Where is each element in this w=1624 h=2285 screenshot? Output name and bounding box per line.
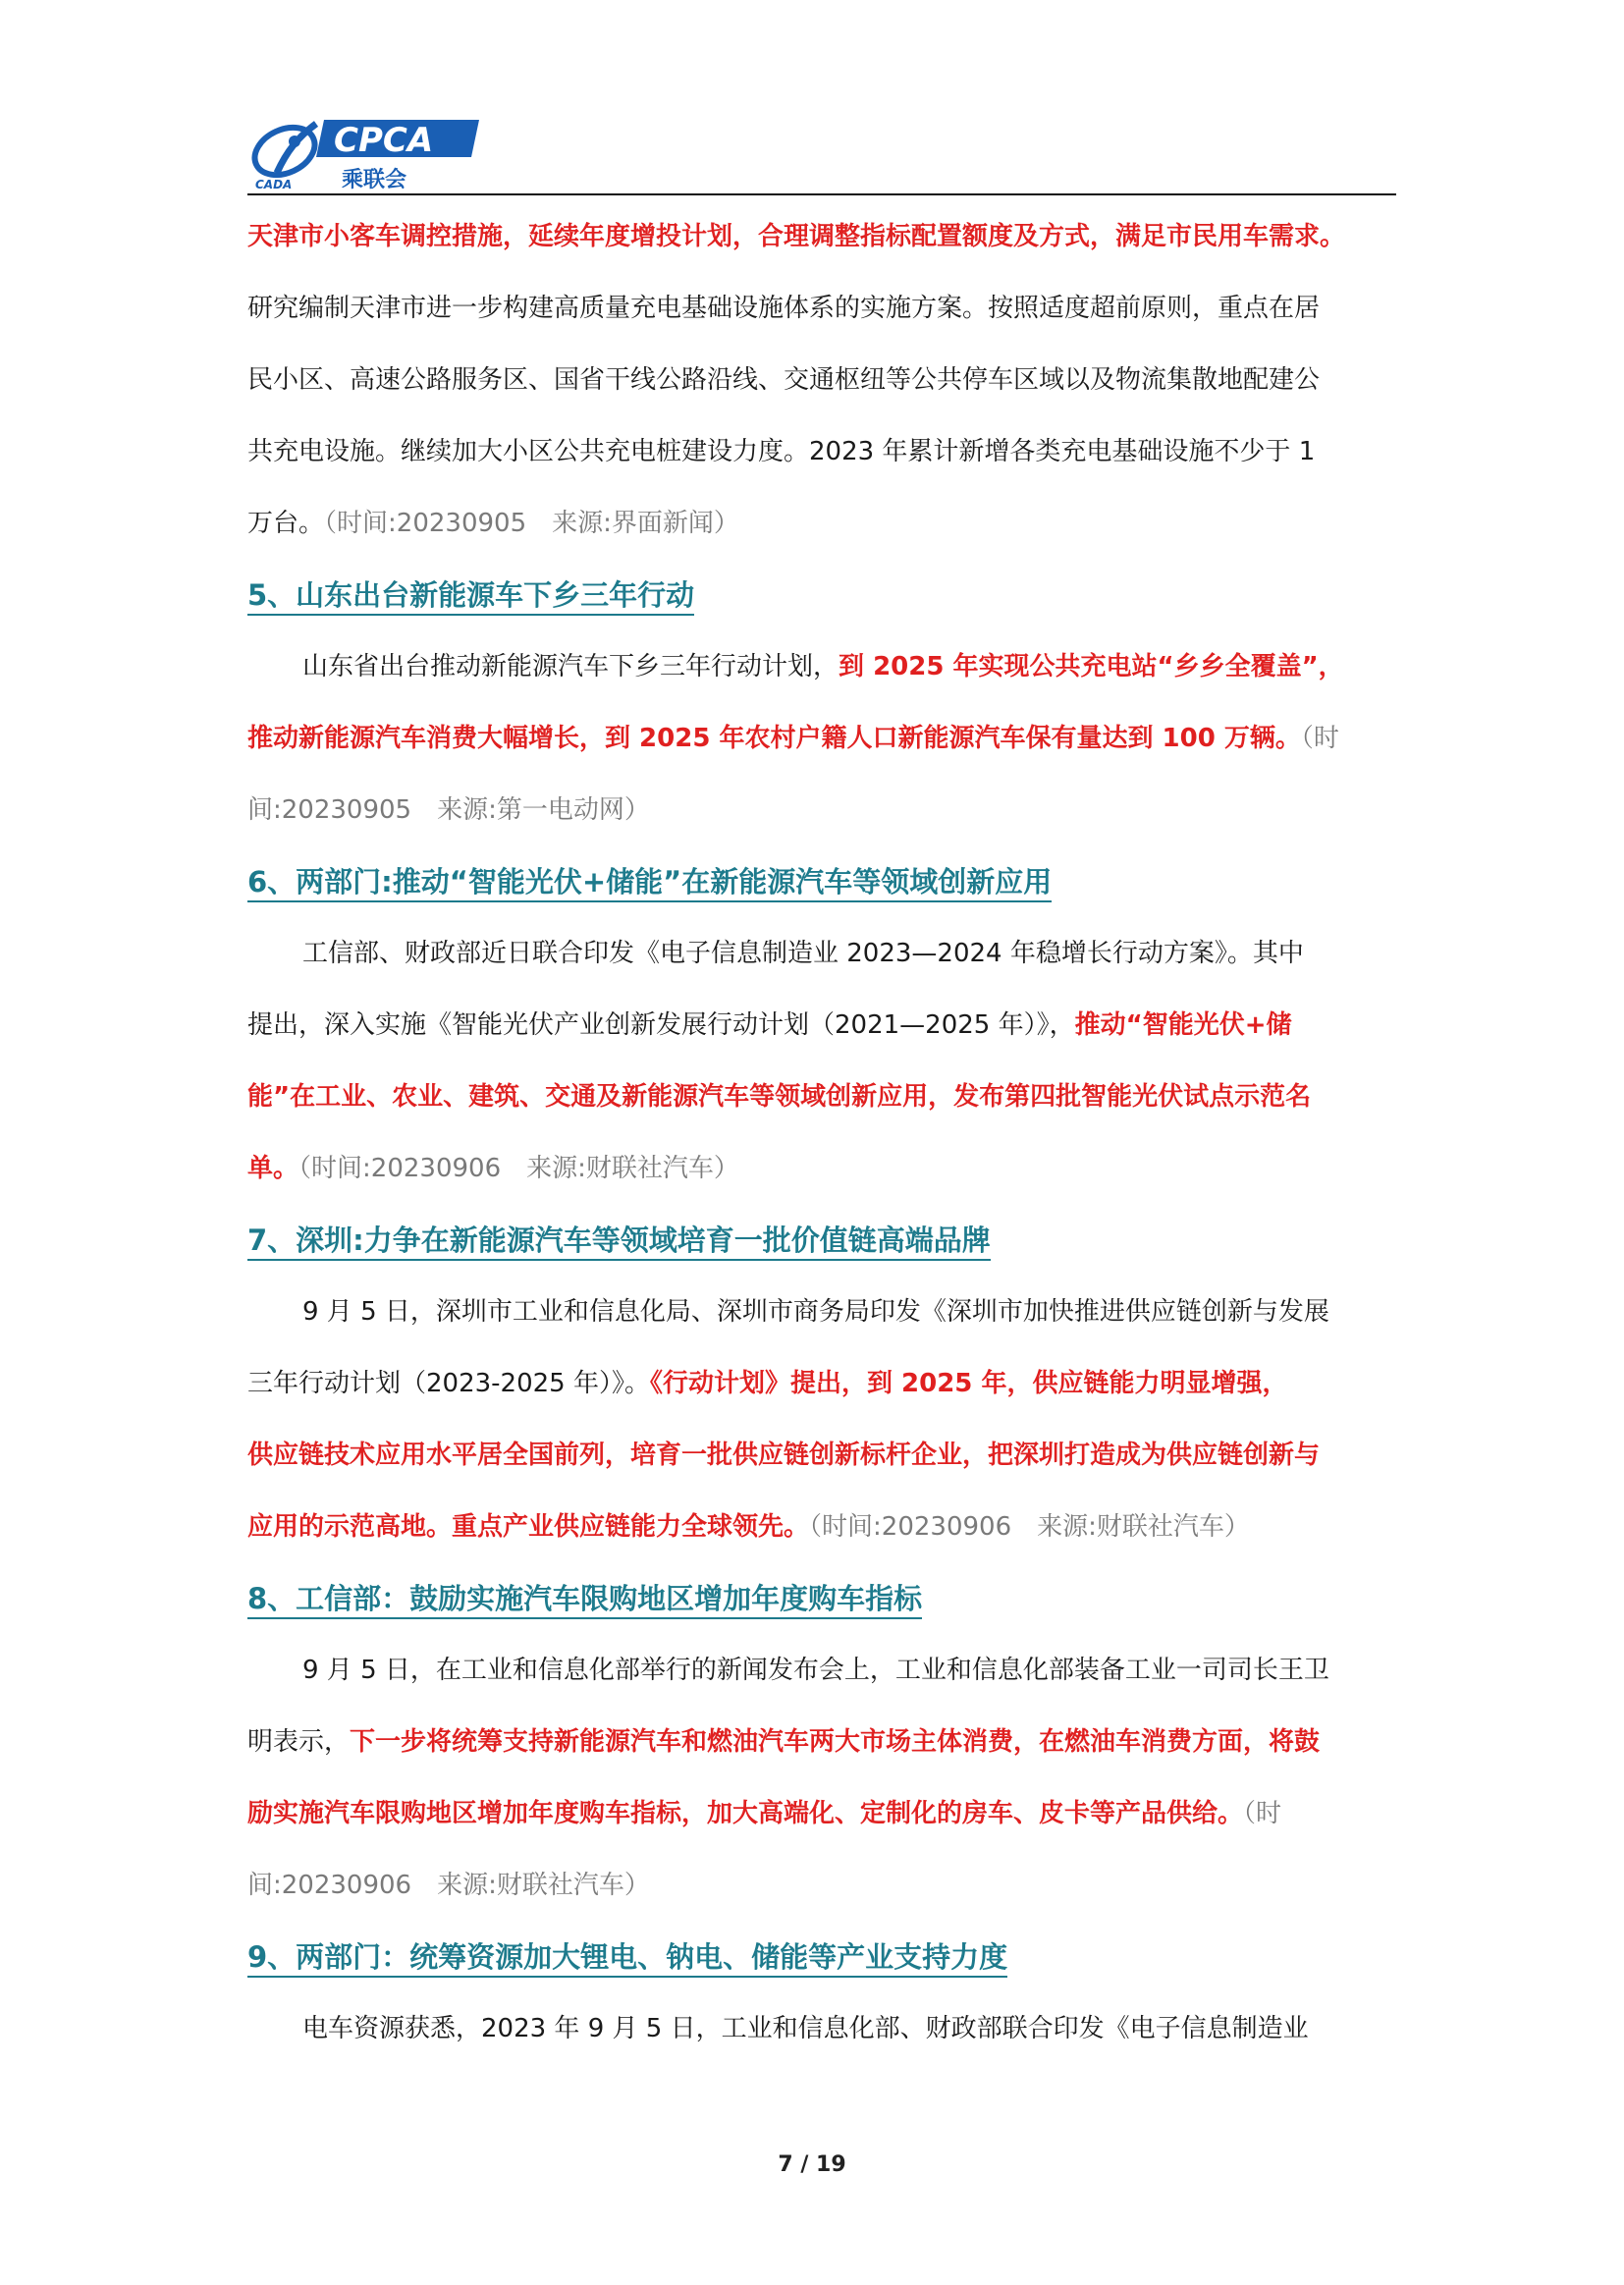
source-meta: 间:20230905 来源:第一电动网） [247, 795, 650, 825]
highlight-text: 应用的示范高地。重点产业供应链能力全球领先。 [247, 1512, 810, 1542]
cpca-logo-icon [247, 112, 483, 192]
source-meta: （时间:20230906 来源:财联社汽车） [298, 1154, 739, 1183]
highlight-text: 推动“智能光伏+储 [1074, 1010, 1292, 1040]
section-heading-6: 6、两部门:推动“智能光伏+储能”在新能源汽车等领域创新应用 [247, 846, 1396, 918]
body-text: 山东省出台推动新能源汽车下乡三年行动计划， [302, 652, 839, 681]
source-meta: （时 [1243, 1799, 1282, 1828]
body-text: 提出，深入实施《智能光伏产业创新发展行动计划（2021—2025 年）》， [247, 1010, 1075, 1040]
section-8-paragraph [247, 1635, 1396, 1922]
highlight-text: 《行动计划》提出，到 2025 年，供应链能力明显增强， [649, 1369, 1288, 1398]
source-meta: （时间:20230905 来源:界面新闻） [324, 509, 739, 538]
body-text: 9 月 5 日，深圳市工业和信息化局、深圳市商务局印发《深圳市加快推进供应链创新与发展 [302, 1297, 1329, 1327]
highlight-text: 推动新能源汽车消费大幅增长，到 2025 年农村户籍人口新能源汽车保有量达到 100 万辆。 [247, 724, 1301, 753]
section-heading-9: 9、两部门：统筹资源加大锂电、钠电、储能等产业支持力度 [247, 1922, 1396, 1993]
svg-text:CPCA: CPCA [334, 121, 434, 160]
section-5-paragraph [247, 631, 1396, 846]
section-9-paragraph [247, 1993, 1396, 2065]
page-header [247, 112, 1396, 194]
body-text: 研究编制天津市进一步构建高质量充电基础设施体系的实施方案。按照适度超前原则，重点在居 [247, 294, 1321, 323]
svg-text:CADA: CADA [255, 178, 293, 191]
body-text: 三年行动计划（2023-2025 年）》。 [247, 1369, 650, 1398]
body-text: 9 月 5 日，在工业和信息化部举行的新闻发布会上，工业和信息化部装备工业一司司长王卫 [302, 1656, 1329, 1685]
svg-text:乘联会: 乘联会 [342, 168, 407, 192]
highlight-text: 到 2025 年实现公共充电站“乡乡全覆盖”， [839, 652, 1344, 681]
highlight-text: 单。 [247, 1154, 299, 1183]
section-6-paragraph [247, 918, 1396, 1205]
highlight-text: 能”在工业、农业、建筑、交通及新能源汽车等领域创新应用，发布第四批智能光伏试点示范名 [247, 1082, 1312, 1112]
body-text: 工信部、财政部近日联合印发《电子信息制造业 2023—2024 年稳增长行动方案》。其中 [302, 939, 1304, 968]
header-divider [247, 193, 1396, 195]
body-text: 明表示， [247, 1727, 351, 1757]
source-meta: （时间:20230906 来源:财联社汽车） [809, 1512, 1250, 1542]
page-number: 7 / 19 [778, 2152, 846, 2177]
section-heading-5: 5、山东出台新能源车下乡三年行动 [247, 560, 1396, 631]
highlight-text: 供应链技术应用水平居全国前列，培育一批供应链创新标杆企业，把深圳打造成为供应链创新与 [247, 1441, 1321, 1470]
section-heading-7: 7、深圳:力争在新能源汽车等领域培育一批价值链高端品牌 [247, 1205, 1396, 1277]
highlight-text: 下一步将统筹支持新能源汽车和燃油汽车两大市场主体消费，在燃油车消费方面，将鼓 [350, 1727, 1321, 1757]
body-text: 民小区、高速公路服务区、国省干线公路沿线、交通枢纽等公共停车区域以及物流集散地配建公 [247, 365, 1321, 395]
body-text: 万台。 [247, 509, 325, 538]
body-text: 电车资源获悉，2023 年 9 月 5 日，工业和信息化部、财政部联合印发《电子信息制造业 [302, 2014, 1309, 2043]
section-heading-8: 8、工信部：鼓励实施汽车限购地区增加年度购车指标 [247, 1563, 1396, 1635]
highlight-text: 励实施汽车限购地区增加年度购车指标，加大高端化、定制化的房车、皮卡等产品供给。 [247, 1799, 1244, 1828]
source-meta: 间:20230906 来源:财联社汽车） [247, 1871, 650, 1900]
article-body [247, 201, 1396, 2065]
section-7-paragraph [247, 1277, 1396, 1563]
intro-paragraph [247, 201, 1396, 560]
body-text: 共充电设施。继续加大小区公共充电桩建设力度。2023 年累计新增各类充电基础设施不少于 1 [247, 437, 1316, 466]
source-meta: （时 [1300, 724, 1339, 753]
highlight-text: 天津市小客车调控措施，延续年度增投计划，合理调整指标配置额度及方式，满足市民用车需求。 [247, 222, 1346, 251]
